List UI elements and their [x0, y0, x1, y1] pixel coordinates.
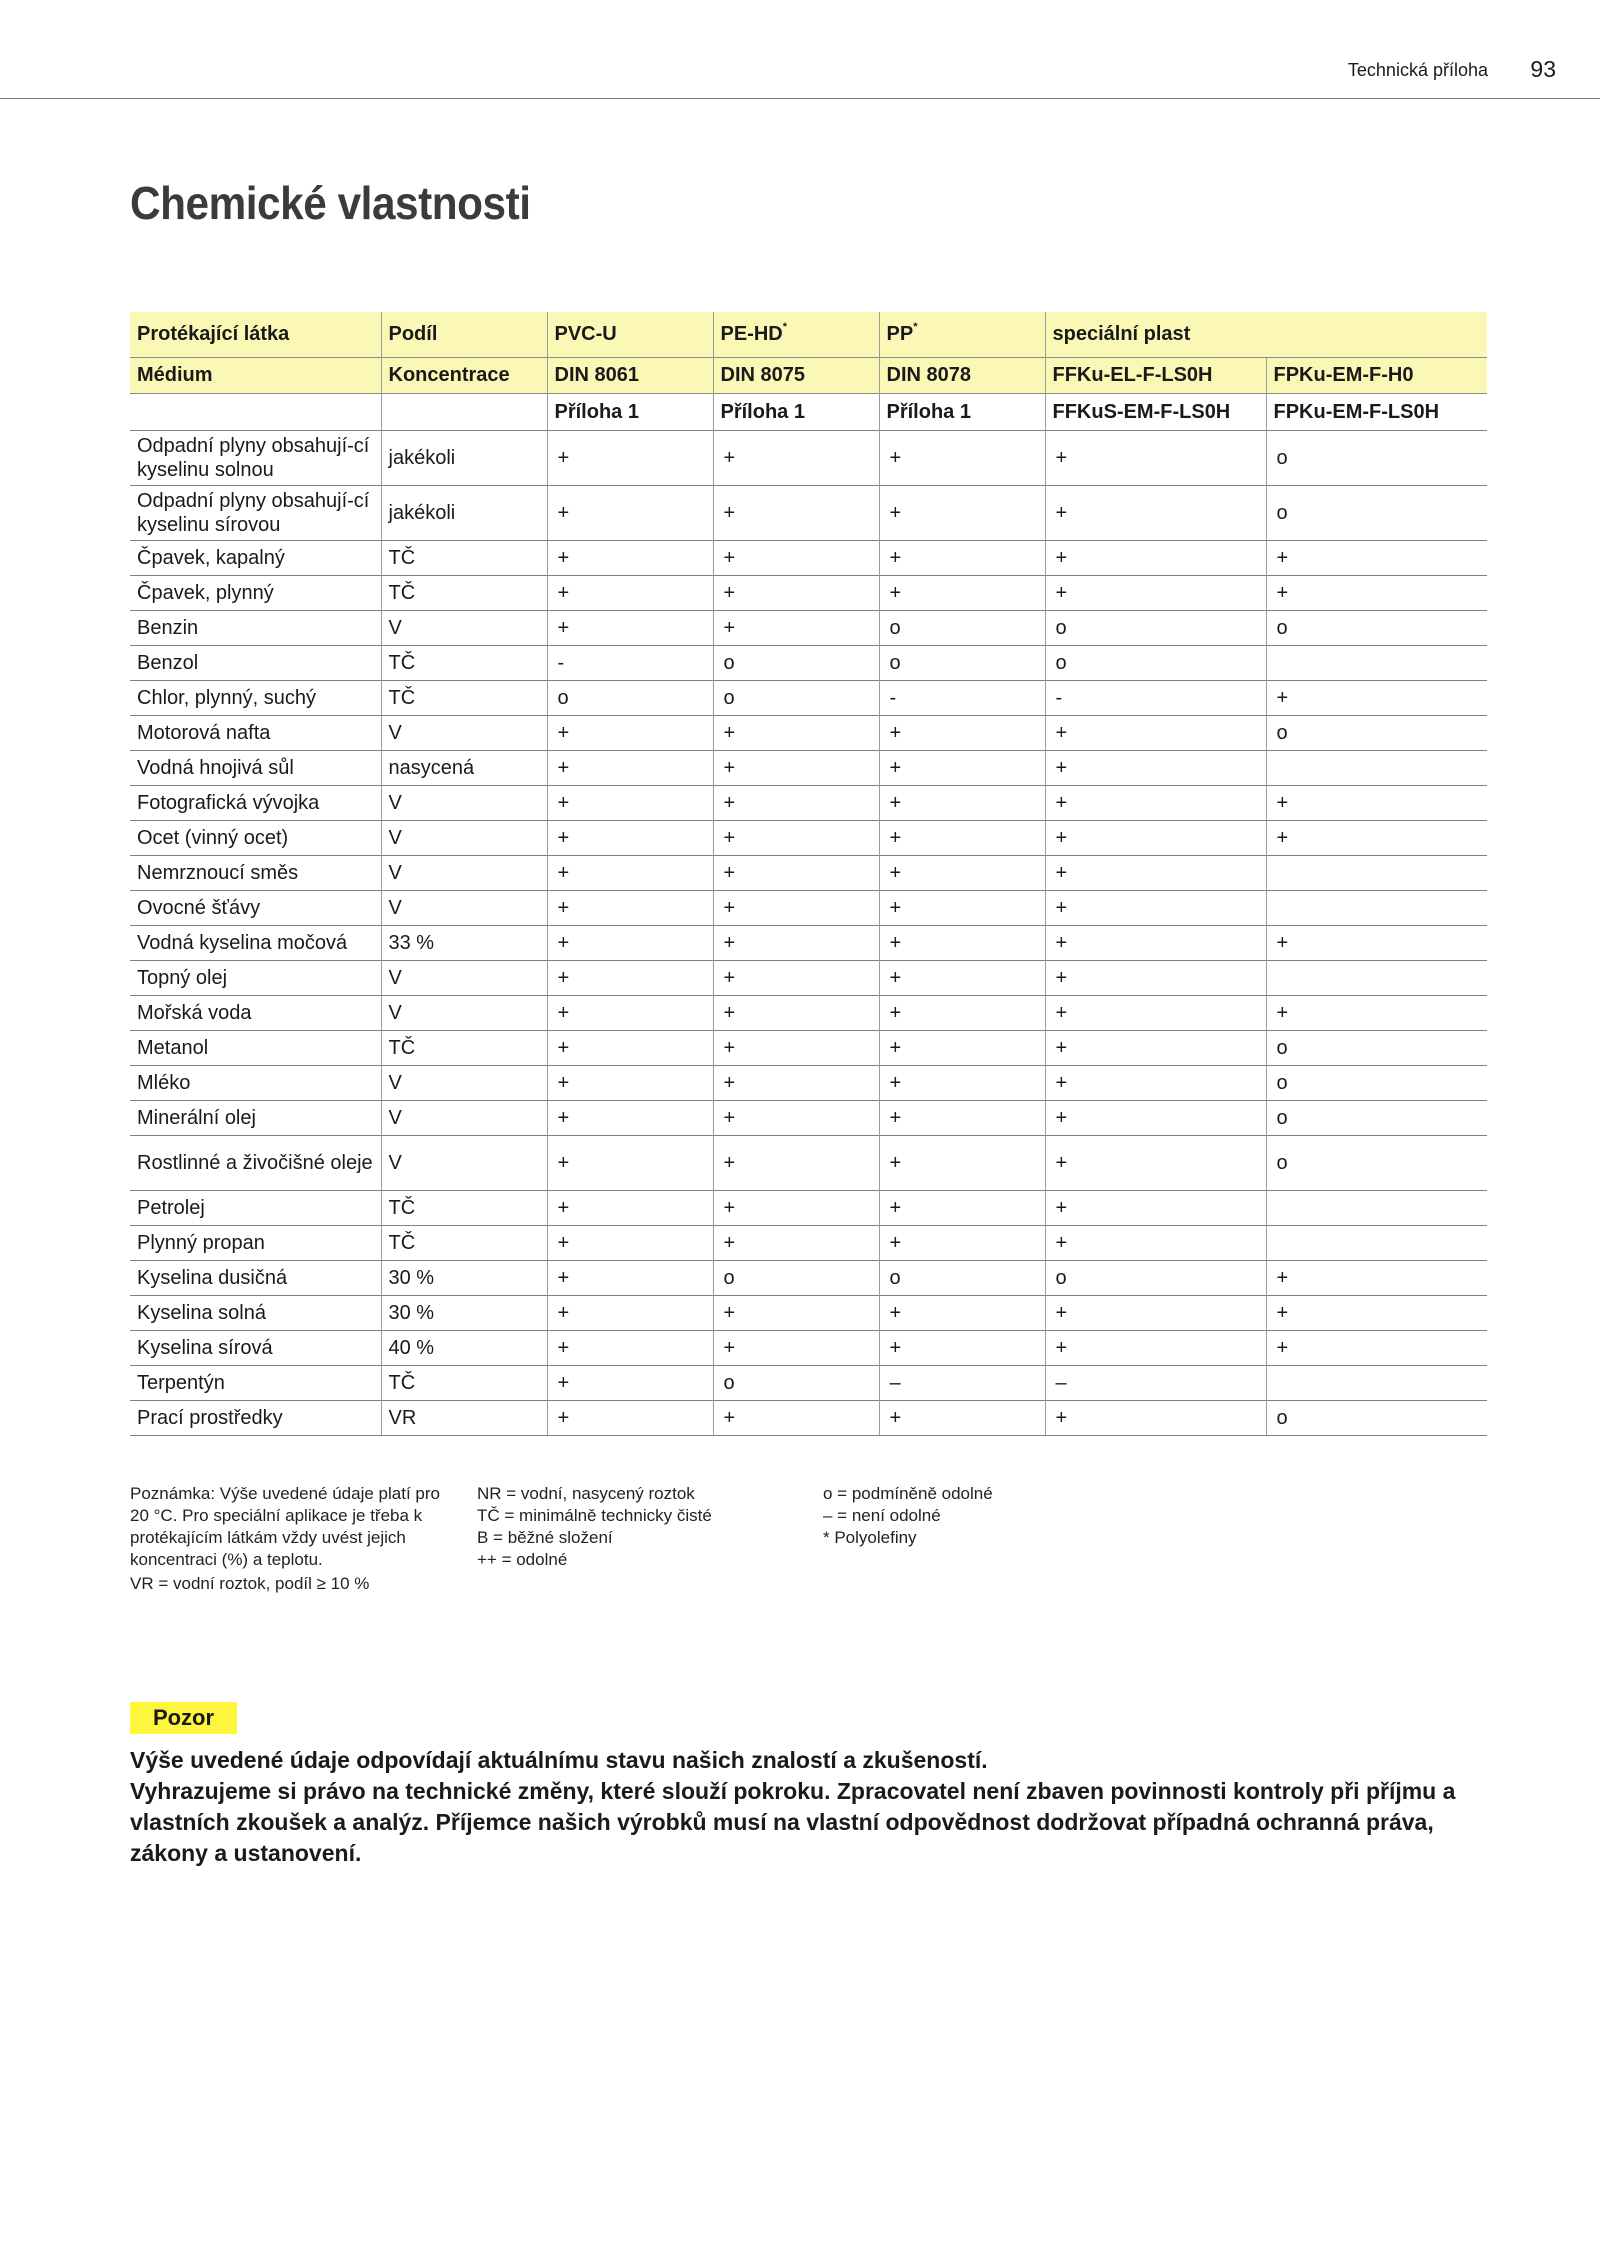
pvc-u-cell: + — [547, 961, 713, 996]
note-vr-definition: VR = vodní roztok, podíl ≥ 10 % — [130, 1574, 370, 1593]
ffku-cell: + — [1045, 786, 1266, 821]
pp-cell: o — [879, 1261, 1045, 1296]
concentration-cell: 30 % — [381, 1261, 547, 1296]
pvc-u-cell: - — [547, 646, 713, 681]
concentration-cell: V — [381, 716, 547, 751]
medium-cell: Mořská voda — [130, 996, 381, 1031]
concentration-cell: V — [381, 786, 547, 821]
pp-label: PP — [886, 323, 914, 345]
concentration-cell: TČ — [381, 541, 547, 576]
concentration-cell: TČ — [381, 576, 547, 611]
medium-cell: Vodná kyselina močová — [130, 926, 381, 961]
fpku-cell — [1266, 1226, 1487, 1261]
pp-cell: + — [879, 751, 1045, 786]
concentration-cell: jakékoli — [381, 431, 547, 486]
table-row — [130, 1136, 1487, 1191]
fpku-cell — [1266, 646, 1487, 681]
pvc-u-cell: + — [547, 1226, 713, 1261]
pp-cell: + — [879, 1101, 1045, 1136]
table-row — [130, 1031, 1487, 1066]
medium-cell: Rostlinné a živočišné oleje — [130, 1136, 381, 1191]
column-header-special-plastic: speciální plast — [1045, 312, 1487, 358]
pvc-u-cell: + — [547, 1136, 713, 1191]
pvc-u-cell: + — [547, 611, 713, 646]
fpku-cell: o — [1266, 1101, 1487, 1136]
table-row — [130, 751, 1487, 786]
page-number: 93 — [1530, 56, 1556, 82]
concentration-cell: 33 % — [381, 926, 547, 961]
medium-cell: Motorová nafta — [130, 716, 381, 751]
table-row — [130, 716, 1487, 751]
column-header-ffkus-em: FFKuS-EM-F-LS0H — [1045, 394, 1266, 431]
pp-cell: + — [879, 1031, 1045, 1066]
pp-cell: + — [879, 821, 1045, 856]
ffku-cell: + — [1045, 821, 1266, 856]
table-row — [130, 996, 1487, 1031]
pp-cell: + — [879, 1066, 1045, 1101]
medium-cell: Kyselina solná — [130, 1296, 381, 1331]
fpku-cell: o — [1266, 1031, 1487, 1066]
medium-cell: Odpadní plyny obsahují-cí kyselinu solnou — [130, 431, 381, 486]
pvc-u-cell: + — [547, 891, 713, 926]
concentration-cell: TČ — [381, 646, 547, 681]
legend-b: B = běžné složení — [477, 1528, 613, 1547]
fpku-cell — [1266, 1191, 1487, 1226]
fpku-cell: o — [1266, 611, 1487, 646]
table-row — [130, 786, 1487, 821]
pe-hd-cell: + — [713, 821, 879, 856]
concentration-cell: TČ — [381, 1031, 547, 1066]
concentration-cell: V — [381, 961, 547, 996]
table-row — [130, 1191, 1487, 1226]
column-header-fpku-em-h0: FPKu-EM-F-H0 — [1266, 358, 1487, 394]
concentration-cell: VR — [381, 1401, 547, 1436]
concentration-cell: TČ — [381, 681, 547, 716]
column-header-ffku-el: FFKu-EL-F-LS0H — [1045, 358, 1266, 394]
ffku-cell: + — [1045, 431, 1266, 486]
warning-text — [130, 1745, 1500, 1869]
legend-tc: TČ = minimálně technicky čisté — [477, 1506, 712, 1525]
pvc-u-cell: + — [547, 751, 713, 786]
concentration-cell: jakékoli — [381, 486, 547, 541]
pp-cell: - — [879, 681, 1045, 716]
table-row — [130, 431, 1487, 486]
fpku-cell: + — [1266, 1261, 1487, 1296]
concentration-cell: 30 % — [381, 1296, 547, 1331]
table-body — [130, 431, 1487, 1436]
ffku-cell: + — [1045, 996, 1266, 1031]
pe-hd-cell: + — [713, 576, 879, 611]
medium-cell: Prací prostředky — [130, 1401, 381, 1436]
pe-hd-cell: + — [713, 541, 879, 576]
pvc-u-cell: + — [547, 1191, 713, 1226]
table-row — [130, 1296, 1487, 1331]
pp-cell: + — [879, 961, 1045, 996]
legend-nr: NR = vodní, nasycený roztok — [477, 1484, 695, 1503]
ffku-cell: + — [1045, 1031, 1266, 1066]
fpku-cell: + — [1266, 541, 1487, 576]
pe-hd-cell: + — [713, 1191, 879, 1226]
column-header-pp — [879, 312, 1045, 358]
column-header-annex-pehd: Příloha 1 — [713, 394, 879, 431]
note-column-2 — [477, 1483, 797, 1571]
pe-hd-cell: + — [713, 996, 879, 1031]
table-row — [130, 961, 1487, 996]
pp-cell: + — [879, 1331, 1045, 1366]
ffku-cell: + — [1045, 1191, 1266, 1226]
column-header-annex-pvc: Příloha 1 — [547, 394, 713, 431]
column-header-substance: Protékající látka — [130, 312, 381, 358]
medium-cell: Metanol — [130, 1031, 381, 1066]
note-text: Poznámka: Výše uvedené údaje platí pro 20 °C. Pro speciální aplikace je třeba k protékajícím látkám vždy uvést jejich koncentraci (%) a teplotu. — [130, 1484, 440, 1569]
medium-cell: Kyselina dusičná — [130, 1261, 381, 1296]
pp-cell: + — [879, 431, 1045, 486]
table-row — [130, 856, 1487, 891]
table-row — [130, 1066, 1487, 1101]
table-row — [130, 646, 1487, 681]
legend-polyolefins: * Polyolefiny — [823, 1528, 917, 1547]
pvc-u-cell: + — [547, 926, 713, 961]
pvc-u-cell: + — [547, 821, 713, 856]
table-row — [130, 576, 1487, 611]
fpku-cell: o — [1266, 431, 1487, 486]
column-header-din-8061: DIN 8061 — [547, 358, 713, 394]
pe-hd-cell: + — [713, 1066, 879, 1101]
medium-cell: Čpavek, kapalný — [130, 541, 381, 576]
concentration-cell: V — [381, 821, 547, 856]
legend-plus-plus: ++ = odolné — [477, 1550, 568, 1569]
ffku-cell: o — [1045, 646, 1266, 681]
pp-cell: + — [879, 716, 1045, 751]
ffku-cell: + — [1045, 1296, 1266, 1331]
fpku-cell: o — [1266, 1401, 1487, 1436]
concentration-cell: V — [381, 1136, 547, 1191]
pvc-u-cell: + — [547, 576, 713, 611]
table-row — [130, 1101, 1487, 1136]
pp-cell: + — [879, 1136, 1045, 1191]
concentration-cell: TČ — [381, 1226, 547, 1261]
concentration-cell: 40 % — [381, 1331, 547, 1366]
concentration-cell: V — [381, 1101, 547, 1136]
ffku-cell: + — [1045, 541, 1266, 576]
pe-hd-cell: + — [713, 431, 879, 486]
legend-dash: – = není odolné — [823, 1506, 941, 1525]
ffku-cell: + — [1045, 1226, 1266, 1261]
pe-hd-cell: + — [713, 1136, 879, 1191]
pvc-u-cell: + — [547, 1296, 713, 1331]
concentration-cell: V — [381, 856, 547, 891]
fpku-cell: o — [1266, 486, 1487, 541]
note-column-1 — [130, 1483, 440, 1595]
fpku-cell: + — [1266, 786, 1487, 821]
pe-hd-cell: + — [713, 1296, 879, 1331]
pe-hd-cell: o — [713, 1261, 879, 1296]
table-row — [130, 926, 1487, 961]
ffku-cell: + — [1045, 751, 1266, 786]
header-cell-empty — [130, 394, 381, 431]
pvc-u-cell: + — [547, 856, 713, 891]
concentration-cell: TČ — [381, 1366, 547, 1401]
column-header-pvc-u: PVC-U — [547, 312, 713, 358]
column-header-din-8075: DIN 8075 — [713, 358, 879, 394]
medium-cell: Ocet (vinný ocet) — [130, 821, 381, 856]
pvc-u-cell: + — [547, 1066, 713, 1101]
warning-label: Pozor — [130, 1702, 237, 1734]
ffku-cell: + — [1045, 1136, 1266, 1191]
table-row — [130, 1226, 1487, 1261]
header-row-material — [130, 312, 1487, 358]
page-header — [0, 50, 1600, 100]
pe-hd-cell: + — [713, 1031, 879, 1066]
warning-line: Výše uvedené údaje odpovídají aktuálnímu stavu našich znalostí a zkušeností. — [130, 1747, 988, 1773]
column-header-fpku-em-ls0h: FPKu-EM-F-LS0H — [1266, 394, 1487, 431]
table-row — [130, 1366, 1487, 1401]
pe-hd-cell: + — [713, 856, 879, 891]
medium-cell: Plynný propan — [130, 1226, 381, 1261]
note-column-3 — [823, 1483, 1143, 1549]
pvc-u-cell: + — [547, 996, 713, 1031]
pe-hd-cell: o — [713, 681, 879, 716]
pvc-u-cell: + — [547, 716, 713, 751]
fpku-cell: + — [1266, 821, 1487, 856]
ffku-cell: o — [1045, 611, 1266, 646]
pe-hd-cell: + — [713, 611, 879, 646]
pe-hd-cell: + — [713, 891, 879, 926]
pp-cell: + — [879, 786, 1045, 821]
chemical-resistance-table — [130, 312, 1487, 1436]
pvc-u-cell: + — [547, 1101, 713, 1136]
table-row — [130, 821, 1487, 856]
medium-cell: Terpentýn — [130, 1366, 381, 1401]
header-row-annex — [130, 394, 1487, 431]
medium-cell: Benzin — [130, 611, 381, 646]
ffku-cell: + — [1045, 576, 1266, 611]
column-header-share: Podíl — [381, 312, 547, 358]
pe-hd-cell: o — [713, 646, 879, 681]
fpku-cell — [1266, 856, 1487, 891]
pvc-u-cell: + — [547, 786, 713, 821]
pp-cell: + — [879, 576, 1045, 611]
pvc-u-cell: + — [547, 431, 713, 486]
medium-cell: Mléko — [130, 1066, 381, 1101]
table-row — [130, 891, 1487, 926]
pe-hd-label: PE-HD — [720, 323, 783, 345]
medium-cell: Ovocné šťávy — [130, 891, 381, 926]
page-title: Chemické vlastnosti — [130, 177, 531, 229]
fpku-cell: + — [1266, 996, 1487, 1031]
pp-cell: + — [879, 1401, 1045, 1436]
fpku-cell — [1266, 961, 1487, 996]
medium-cell: Vodná hnojivá sůl — [130, 751, 381, 786]
table-row — [130, 541, 1487, 576]
ffku-cell: + — [1045, 486, 1266, 541]
ffku-cell: + — [1045, 716, 1266, 751]
pe-hd-cell: + — [713, 1101, 879, 1136]
column-header-concentration: Koncentrace — [381, 358, 547, 394]
table-row — [130, 486, 1487, 541]
table-row — [130, 611, 1487, 646]
table-row — [130, 1401, 1487, 1436]
column-header-medium: Médium — [130, 358, 381, 394]
pvc-u-cell: + — [547, 1261, 713, 1296]
table-row — [130, 1331, 1487, 1366]
footnote-mark: * — [913, 321, 918, 333]
concentration-cell: V — [381, 891, 547, 926]
fpku-cell: + — [1266, 681, 1487, 716]
fpku-cell: + — [1266, 1296, 1487, 1331]
pe-hd-cell: + — [713, 486, 879, 541]
pp-cell: + — [879, 856, 1045, 891]
medium-cell: Minerální olej — [130, 1101, 381, 1136]
ffku-cell: – — [1045, 1366, 1266, 1401]
section-name: Technická příloha — [1347, 60, 1488, 80]
concentration-cell: V — [381, 996, 547, 1031]
column-header-pe-hd — [713, 312, 879, 358]
warning-line: Vyhrazujeme si právo na technické změny, které slouží pokroku. Zpracovatel není zbaven povinnosti kontroly při příjmu a vlastních zkoušek a analýz. Příjemce našich výrobků musí na vlastní odpovědnost dodržovat případná ochranná práva, zákony a ustanovení. — [130, 1778, 1456, 1866]
pvc-u-cell: o — [547, 681, 713, 716]
pp-cell: o — [879, 646, 1045, 681]
pe-hd-cell: + — [713, 1331, 879, 1366]
pp-cell: + — [879, 1226, 1045, 1261]
fpku-cell: o — [1266, 1066, 1487, 1101]
ffku-cell: + — [1045, 926, 1266, 961]
ffku-cell: + — [1045, 1331, 1266, 1366]
pp-cell: + — [879, 486, 1045, 541]
fpku-cell: o — [1266, 716, 1487, 751]
pvc-u-cell: + — [547, 1401, 713, 1436]
pe-hd-cell: + — [713, 1226, 879, 1261]
pe-hd-cell: + — [713, 751, 879, 786]
pvc-u-cell: + — [547, 1331, 713, 1366]
concentration-cell: nasycená — [381, 751, 547, 786]
medium-cell: Odpadní plyny obsahují-cí kyselinu sírovou — [130, 486, 381, 541]
header-divider — [0, 98, 1600, 99]
ffku-cell: + — [1045, 1101, 1266, 1136]
fpku-cell: o — [1266, 1136, 1487, 1191]
header-cell-empty — [381, 394, 547, 431]
concentration-cell: V — [381, 611, 547, 646]
table-row — [130, 1261, 1487, 1296]
footnote-mark: * — [782, 321, 788, 333]
ffku-cell: - — [1045, 681, 1266, 716]
concentration-cell: V — [381, 1066, 547, 1101]
ffku-cell: o — [1045, 1261, 1266, 1296]
header-row-standard — [130, 358, 1487, 394]
concentration-cell: TČ — [381, 1191, 547, 1226]
pvc-u-cell: + — [547, 1366, 713, 1401]
pe-hd-cell: + — [713, 1401, 879, 1436]
pp-cell: + — [879, 891, 1045, 926]
pp-cell: + — [879, 996, 1045, 1031]
medium-cell: Petrolej — [130, 1191, 381, 1226]
fpku-cell — [1266, 751, 1487, 786]
pvc-u-cell: + — [547, 486, 713, 541]
ffku-cell: + — [1045, 891, 1266, 926]
pp-cell: + — [879, 1191, 1045, 1226]
medium-cell: Topný olej — [130, 961, 381, 996]
medium-cell: Kyselina sírová — [130, 1331, 381, 1366]
pe-hd-cell: o — [713, 1366, 879, 1401]
pp-cell: – — [879, 1366, 1045, 1401]
ffku-cell: + — [1045, 856, 1266, 891]
pvc-u-cell: + — [547, 1031, 713, 1066]
medium-cell: Benzol — [130, 646, 381, 681]
ffku-cell: + — [1045, 1066, 1266, 1101]
pe-hd-cell: + — [713, 716, 879, 751]
fpku-cell: + — [1266, 1331, 1487, 1366]
pp-cell: o — [879, 611, 1045, 646]
pvc-u-cell: + — [547, 541, 713, 576]
ffku-cell: + — [1045, 1401, 1266, 1436]
pp-cell: + — [879, 1296, 1045, 1331]
legend-o: o = podmíněně odolné — [823, 1484, 993, 1503]
pe-hd-cell: + — [713, 961, 879, 996]
fpku-cell — [1266, 891, 1487, 926]
column-header-annex-pp: Příloha 1 — [879, 394, 1045, 431]
ffku-cell: + — [1045, 961, 1266, 996]
medium-cell: Fotografická vývojka — [130, 786, 381, 821]
pp-cell: + — [879, 541, 1045, 576]
fpku-cell: + — [1266, 576, 1487, 611]
pe-hd-cell: + — [713, 786, 879, 821]
pp-cell: + — [879, 926, 1045, 961]
medium-cell: Chlor, plynný, suchý — [130, 681, 381, 716]
fpku-cell: + — [1266, 926, 1487, 961]
medium-cell: Nemrznoucí směs — [130, 856, 381, 891]
medium-cell: Čpavek, plynný — [130, 576, 381, 611]
pe-hd-cell: + — [713, 926, 879, 961]
column-header-din-8078: DIN 8078 — [879, 358, 1045, 394]
fpku-cell — [1266, 1366, 1487, 1401]
table-row — [130, 681, 1487, 716]
